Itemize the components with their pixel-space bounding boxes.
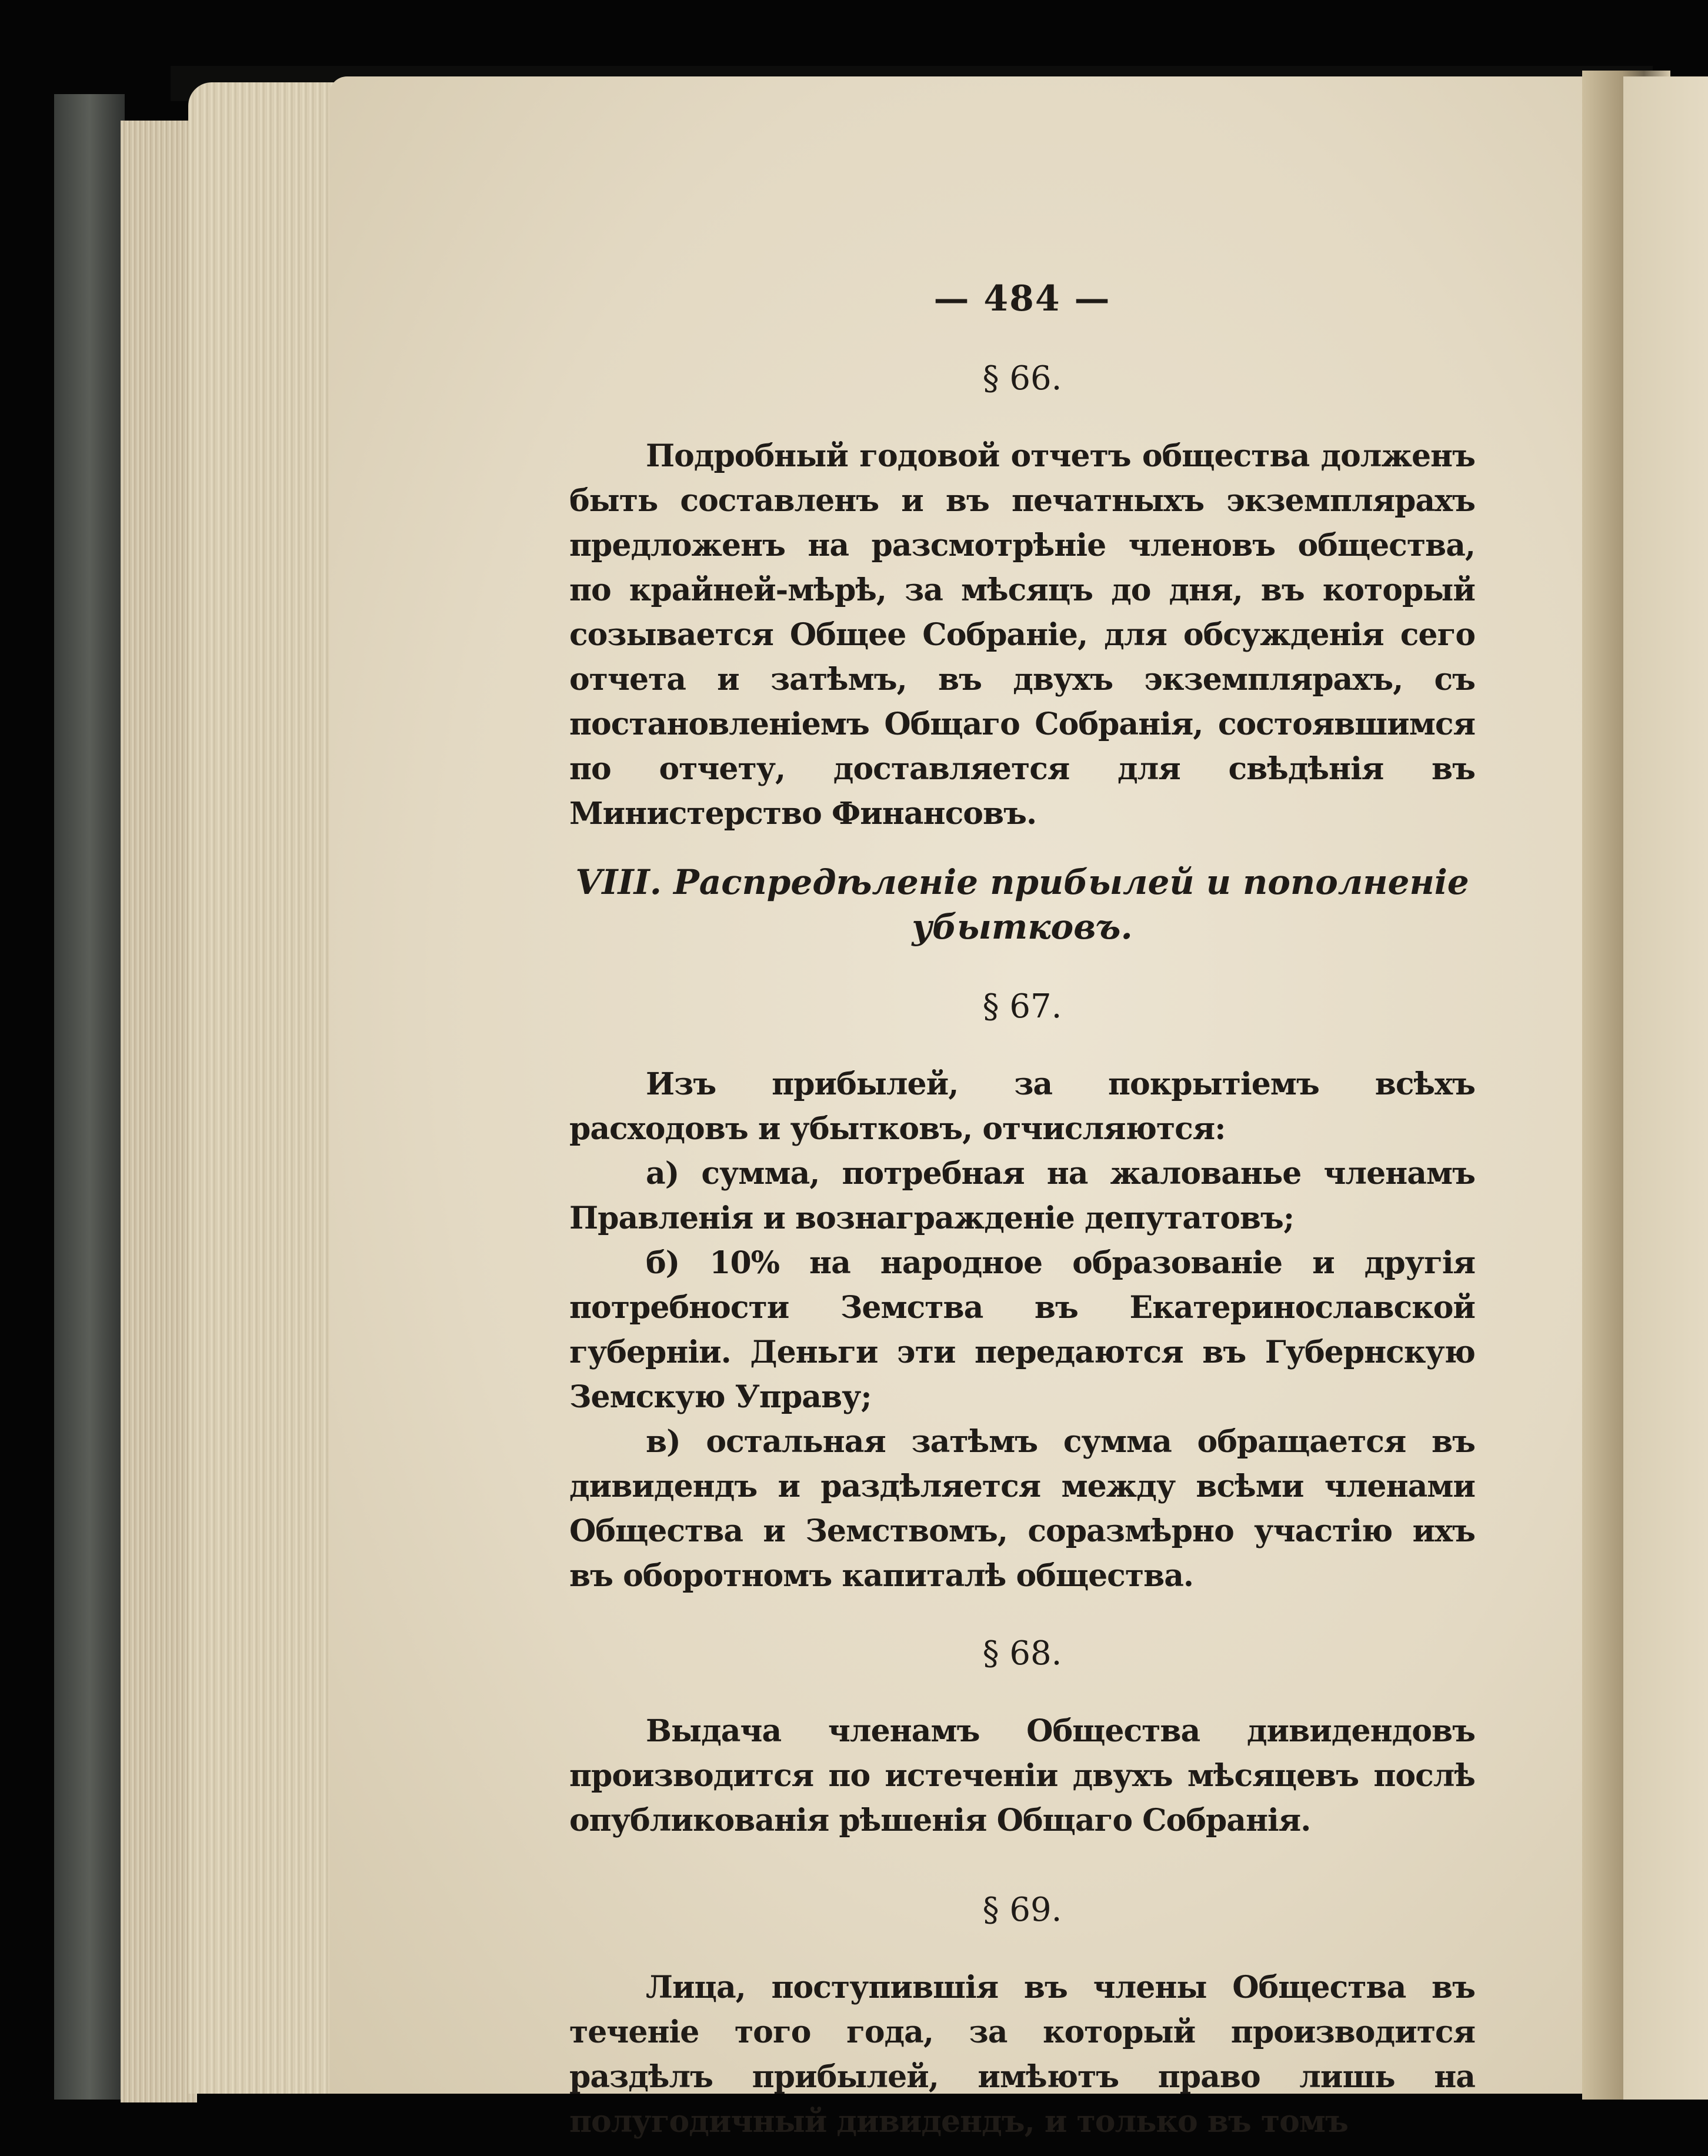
section-68-heading: § 68. <box>982 1634 1062 1673</box>
section-66-heading: § 66. <box>982 359 1062 398</box>
page-edges <box>188 82 341 2094</box>
section-67-item-b: б) 10% на народное образованіе и другія потребности Земства въ Екатеринославской губерніи. Деньги эти передаются въ Губернскую Земскую Управу; <box>569 1245 1475 1415</box>
page-text <box>569 276 1475 2156</box>
part-8-title: VIII. Распредѣленіе прибылей и пополненіе убытковъ. <box>575 862 1469 947</box>
section-67-heading: § 67. <box>982 987 1062 1026</box>
section-69-text: Лица, поступившія въ члены Общества въ теченіе того года, за который производится раздѣлъ прибылей, имѣютъ право лишь на полугодичный дивидендъ, и только въ томъ <box>569 1970 1475 2140</box>
section-67-item-c: в) остальная затѣмъ сумма обращается въ дивидендъ и раздѣляется между всѣми членами Общества и Земствомъ, соразмѣрно участію ихъ въ оборотномъ капиталѣ общества. <box>569 1424 1475 1594</box>
section-67-intro: Изъ прибылей, за покрытіемъ всѣхъ расходовъ и убытковъ, отчисляются: <box>569 1066 1475 1147</box>
section-66-text: Подробный годовой отчетъ общества долженъ быть составленъ и въ печатныхъ экземплярахъ предложенъ на разсмотрѣніе членовъ общества, по крайней-мѣрѣ, за мѣсяцъ до дня, въ который созывается Общее Собраніе, для обсужденія сего отчета и затѣмъ, въ двухъ экземплярахъ, съ постановленіемъ Общаго Собранія, состоявшимся по отчету, доставляется для свѣдѣнія въ Министерство Финансовъ. <box>569 438 1475 832</box>
page-stack <box>121 121 197 2102</box>
section-67-item-a: а) сумма, потребная на жалованье членамъ Правленія и вознагражденіе депутатовъ; <box>569 1156 1475 1236</box>
section-68-text: Выдача членамъ Общества дивидендовъ производится по истеченіи двухъ мѣсяцевъ послѣ опубликованія рѣшенія Общаго Собранія. <box>569 1713 1475 1838</box>
page-number: — 484 — <box>933 278 1111 319</box>
section-69-heading: § 69. <box>982 1891 1062 1929</box>
next-page-edge <box>1623 76 1708 2100</box>
book-cover <box>54 94 125 2100</box>
